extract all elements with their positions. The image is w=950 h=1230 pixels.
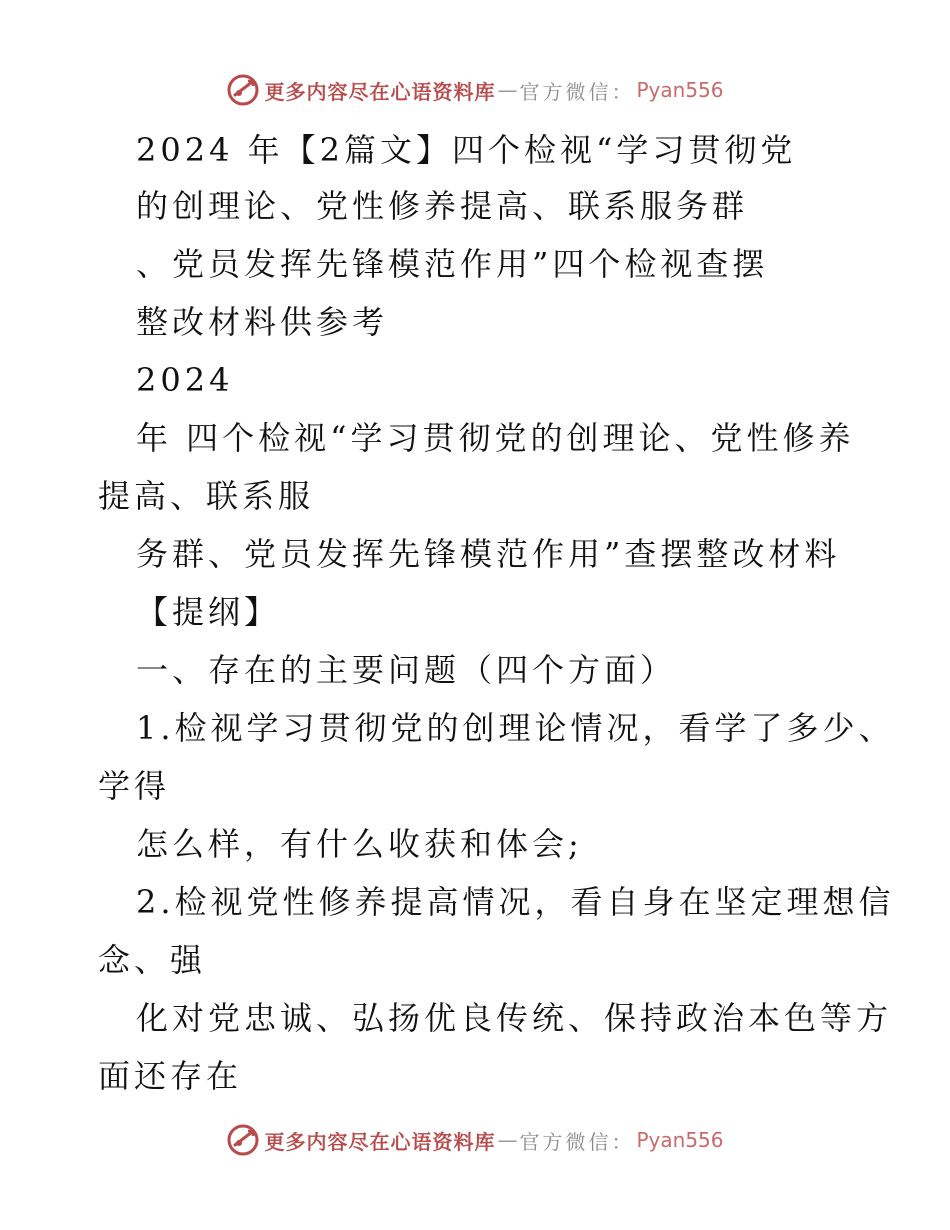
body-line: 学得 [98, 767, 171, 805]
watermark-site-text: 更多内容尽在心语资料库 [264, 79, 496, 104]
watermark-wechat-id: Pyan556 [636, 78, 724, 102]
watermark-site-text: 更多内容尽在心语资料库 [264, 1129, 496, 1154]
header-watermark [0, 70, 950, 110]
logo-icon [226, 73, 260, 107]
title-line-1: 2024 年【2篇文】四个检视“学习贯彻党 [136, 131, 797, 169]
section-heading-1: 一、存在的主要问题（四个方面） [136, 651, 677, 689]
watermark-dash: — [497, 78, 518, 102]
footer-watermark [0, 1120, 950, 1160]
body-line: 化对党忠诚、弘扬优良传统、保持政治本色等方 [136, 999, 893, 1037]
body-line: 怎么样，有什么收获和体会; [136, 825, 583, 863]
body-line: 面还存在 [98, 1057, 243, 1095]
watermark-wechat-id: Pyan556 [636, 1128, 724, 1152]
watermark-dash: — [497, 1128, 518, 1152]
title-line-3: 、党员发挥先锋模范作用”四个检视查摆 [136, 245, 769, 283]
outline-heading: 【提纲】 [136, 593, 281, 631]
body-line: 2.检视党性修养提高情况，看自身在坚定理想信 [136, 883, 895, 921]
watermark-official-label: 官方微信： [519, 1129, 635, 1154]
body-line: 念、强 [98, 941, 207, 979]
body-line: 务群、党员发挥先锋模范作用”查摆整改材料 [136, 535, 841, 573]
title-line-2: 的创理论、党性修养提高、联系服务群 [136, 187, 749, 225]
body-line: 年 四个检视“学习贯彻党的创理论、党性修养 [136, 419, 855, 457]
watermark-official-label: 官方微信： [519, 79, 635, 104]
title-line-4: 整改材料供参考 [136, 303, 389, 341]
body-line: 1.检视学习贯彻党的创理论情况，看学了多少、 [136, 709, 895, 747]
body-line: 提高、联系服 [98, 477, 315, 515]
body-line-year: 2024 [136, 361, 234, 399]
logo-icon [226, 1123, 260, 1157]
